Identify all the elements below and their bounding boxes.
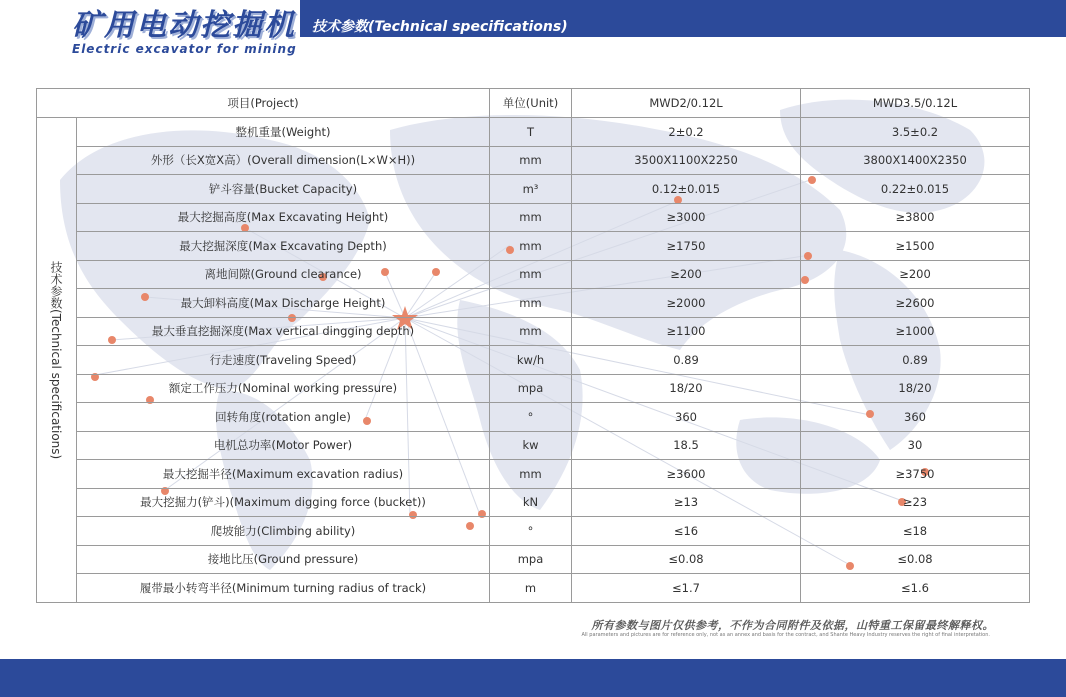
- row-unit: mpa: [490, 545, 572, 574]
- row-value-model-1: ≤16: [572, 517, 801, 546]
- row-value-model-2: ≥3800: [801, 203, 1030, 232]
- row-value-model-2: 0.89: [801, 346, 1030, 375]
- title-block: [72, 8, 297, 56]
- row-value-model-1: ≥13: [572, 488, 801, 517]
- table-row: [37, 317, 1030, 346]
- row-unit: °: [490, 517, 572, 546]
- disclaimer-en: All parameters and pictures are for reference only, not as an annex and basis for the contract, and Shante Heavy Industry reserves the right of final interpretation.: [581, 632, 990, 638]
- row-value-model-1: ≥1100: [572, 317, 801, 346]
- row-item: 最大挖掘高度(Max Excavating Height): [77, 203, 490, 232]
- table-row: [37, 175, 1030, 204]
- row-unit: m³: [490, 175, 572, 204]
- disclaimer-cn: 所有参数与图片仅供参考，不作为合同附件及依据，山特重工保留最终解释权。: [591, 619, 994, 632]
- row-value-model-2: 3800X1400X2350: [801, 146, 1030, 175]
- row-item: 最大挖掘深度(Max Excavating Depth): [77, 232, 490, 261]
- specification-table: [36, 88, 1030, 603]
- row-value-model-2: ≥2600: [801, 289, 1030, 318]
- row-unit: m: [490, 574, 572, 603]
- column-header-model-1: MWD2/0.12L: [572, 89, 801, 118]
- row-value-model-2: 3.5±0.2: [801, 118, 1030, 147]
- row-unit: °: [490, 403, 572, 432]
- row-value-model-2: 30: [801, 431, 1030, 460]
- row-item: 外形（长X宽X高）(Overall dimension(L×W×H)): [77, 146, 490, 175]
- row-unit: mm: [490, 289, 572, 318]
- row-unit: kw/h: [490, 346, 572, 375]
- table-row: [37, 460, 1030, 489]
- row-value-model-1: 360: [572, 403, 801, 432]
- row-value-model-1: ≥2000: [572, 289, 801, 318]
- row-unit: kw: [490, 431, 572, 460]
- row-value-model-2: 18/20: [801, 374, 1030, 403]
- row-item: 额定工作压力(Nominal working pressure): [77, 374, 490, 403]
- row-value-model-2: 0.22±0.015: [801, 175, 1030, 204]
- row-item: 铲斗容量(Bucket Capacity): [77, 175, 490, 204]
- row-value-model-1: ≤1.7: [572, 574, 801, 603]
- row-unit: mm: [490, 460, 572, 489]
- row-unit: mpa: [490, 374, 572, 403]
- table-row: [37, 232, 1030, 261]
- row-item: 履带最小转弯半径(Minimum turning radius of track): [77, 574, 490, 603]
- table-row: [37, 203, 1030, 232]
- table-row: [37, 431, 1030, 460]
- row-value-model-1: 0.89: [572, 346, 801, 375]
- row-item: 回转角度(rotation angle): [77, 403, 490, 432]
- section-heading: 技术参数(Technical specifications): [312, 19, 568, 35]
- row-unit: kN: [490, 488, 572, 517]
- row-item: 最大卸料高度(Max Discharge Height): [77, 289, 490, 318]
- table-row: [37, 289, 1030, 318]
- row-value-model-2: ≤1.6: [801, 574, 1030, 603]
- table-row: [37, 574, 1030, 603]
- row-value-model-1: ≥3000: [572, 203, 801, 232]
- bottom-band: [0, 659, 1066, 697]
- row-item: 接地比压(Ground pressure): [77, 545, 490, 574]
- page-subtitle: Electric excavator for mining: [72, 42, 297, 56]
- row-item: 整机重量(Weight): [77, 118, 490, 147]
- side-label: 技术参数(Technical specifications): [49, 260, 63, 459]
- row-unit: mm: [490, 260, 572, 289]
- row-unit: mm: [490, 146, 572, 175]
- row-unit: mm: [490, 232, 572, 261]
- table-row: [37, 118, 1030, 147]
- row-value-model-2: ≤18: [801, 517, 1030, 546]
- row-value-model-1: ≤0.08: [572, 545, 801, 574]
- table-row: [37, 146, 1030, 175]
- row-item: 最大垂直挖掘深度(Max vertical dingging depth): [77, 317, 490, 346]
- row-item: 电机总功率(Motor Power): [77, 431, 490, 460]
- row-item: 最大挖掘力(铲斗)(Maximum digging force (bucket)): [77, 488, 490, 517]
- row-item: 行走速度(Traveling Speed): [77, 346, 490, 375]
- row-value-model-2: 360: [801, 403, 1030, 432]
- table-row: [37, 517, 1030, 546]
- column-header-unit: 单位(Unit): [490, 89, 572, 118]
- row-value-model-2: ≥23: [801, 488, 1030, 517]
- row-value-model-2: ≥1500: [801, 232, 1030, 261]
- row-value-model-1: 18/20: [572, 374, 801, 403]
- column-header-project: 项目(Project): [37, 89, 490, 118]
- table-header-row: [37, 89, 1030, 118]
- table-row: [37, 260, 1030, 289]
- row-unit: T: [490, 118, 572, 147]
- row-value-model-1: ≥200: [572, 260, 801, 289]
- row-value-model-2: ≥1000: [801, 317, 1030, 346]
- row-value-model-2: ≥3750: [801, 460, 1030, 489]
- row-item: 最大挖掘半径(Maximum excavation radius): [77, 460, 490, 489]
- table-row: [37, 346, 1030, 375]
- row-item: 离地间隙(Ground clearance): [77, 260, 490, 289]
- row-unit: mm: [490, 317, 572, 346]
- row-unit: mm: [490, 203, 572, 232]
- table-row: [37, 374, 1030, 403]
- row-value-model-1: 3500X1100X2250: [572, 146, 801, 175]
- table-row: [37, 488, 1030, 517]
- side-label-cell: [37, 118, 77, 603]
- table-row: [37, 403, 1030, 432]
- row-value-model-2: ≥200: [801, 260, 1030, 289]
- row-item: 爬坡能力(Climbing ability): [77, 517, 490, 546]
- table-row: [37, 545, 1030, 574]
- row-value-model-1: ≥1750: [572, 232, 801, 261]
- column-header-model-2: MWD3.5/0.12L: [801, 89, 1030, 118]
- row-value-model-1: ≥3600: [572, 460, 801, 489]
- row-value-model-1: 2±0.2: [572, 118, 801, 147]
- row-value-model-1: 18.5: [572, 431, 801, 460]
- row-value-model-1: 0.12±0.015: [572, 175, 801, 204]
- page-title: 矿用电动挖掘机: [72, 8, 296, 43]
- row-value-model-2: ≤0.08: [801, 545, 1030, 574]
